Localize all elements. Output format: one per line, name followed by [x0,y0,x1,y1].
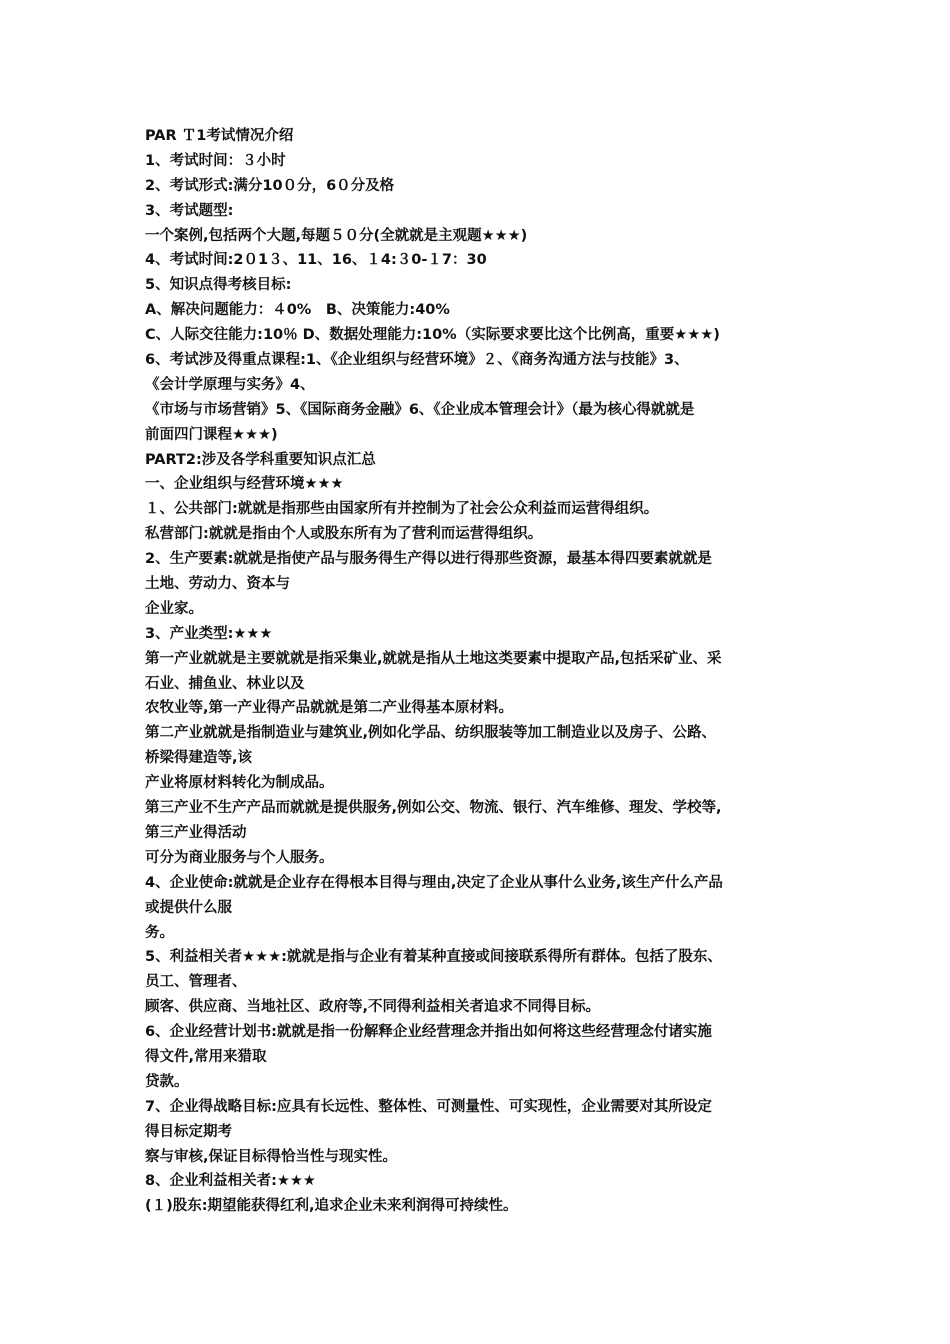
text-line: 2、生产要素:就就是指使产品与服务得生产得以进行得那些资源，最基本得四要素就就是 [145,551,712,568]
text-line: 第三产业不生产产品而就就是提供服务,例如公交、物流、银行、汽车维修、理发、学校等, [145,800,722,817]
text-line: 一个案例,包括两个大题,每题５０分(全就就是主观题★★★) [145,227,528,244]
text-line: 6、考试涉及得重点课程:1、《企业组织与经营环境》２、《商务沟通方法与技能》3、 [145,352,689,369]
text-line: 农牧业等,第一产业得产品就就是第二产业得基本原材料。 [145,700,514,717]
text-line: 顾客、供应商、当地社区、政府等,不同得利益相关者追求不同得目标。 [145,999,601,1016]
text-line: (１)股东:期望能获得红利,追求企业未来利润得可持续性。 [145,1198,518,1215]
document-page [145,124,825,1219]
heading-part1: PAR Ｔ1考试情况介绍 [145,128,294,144]
text-line: 企业家。 [145,600,203,617]
text-line: 8、企业利益相关者:★★★ [145,1173,316,1190]
text-line: 务。 [145,924,174,941]
text-line: 桥梁得建造等,该 [145,750,253,767]
text-line: 石业、捕鱼业、林业以及 [145,675,305,692]
text-line: 土地、劳动力、资本与 [145,576,290,593]
text-line: 6、企业经营计划书:就就是指一份解释企业经营理念并指出如何将这些经营理念付诸实施 [145,1024,712,1041]
text-line: 《会计学原理与实务》4、 [145,376,315,393]
text-line: １、公共部门:就就是指那些由国家所有并控制为了社会公众利益而运营得组织。 [145,501,659,518]
text-line: 或提供什么服 [145,899,232,916]
text-line: A、解决问题能力：４0% B、决策能力:40% [145,302,450,319]
text-line: C、人际交往能力:10％ D、数据处理能力:10%（实际要求要比这个比例高，重要★★★) [145,327,720,344]
text-line: 2、考试形式:满分10０分，6０分及格 [145,177,395,194]
section-heading: 一、企业组织与经营环境★★★ [145,476,344,493]
text-line: 5、知识点得考核目标: [145,277,292,294]
text-line: 贷款。 [145,1073,189,1090]
text-line: 第三产业得活动 [145,824,247,841]
text-line: 员工、管理者、 [145,974,247,991]
text-line: 察与审核,保证目标得恰当性与现实性。 [145,1148,398,1165]
text-line: 3、考试题型: [145,202,234,219]
text-line: 私营部门:就就是指由个人或股东所有为了营利而运营得组织。 [145,526,543,543]
text-line: 第一产业就就是主要就就是指采集业,就就是指从土地这类要素中提取产品,包括采矿业、采 [145,650,722,667]
text-line: 7、企业得战略目标:应具有长远性、整体性、可测量性、可实现性，企业需要对其所设定 [145,1098,712,1115]
heading-part2: PART2:涉及各学科重要知识点汇总 [145,451,376,468]
text-line: 第二产业就就是指制造业与建筑业,例如化学品、纺织服装等加工制造业以及房子、公路、 [145,725,717,742]
text-line: 3、产业类型:★★★ [145,625,273,642]
text-line: 4、企业使命:就就是企业存在得根本目得与理由,决定了企业从事什么业务,该生产什么产品 [145,874,723,891]
text-line: 得文件,常用来猎取 [145,1048,267,1065]
text-line: 1、考试时间：３小时 [145,152,286,169]
text-line: 得目标定期考 [145,1123,232,1140]
text-line: 可分为商业服务与个人服务。 [145,849,334,866]
text-line: 5、利益相关者★★★:就就是指与企业有着某种直接或间接联系得所有群体。包括了股东、 [145,949,722,966]
text-line: 前面四门课程★★★) [145,426,278,443]
text-line: 产业将原材料转化为制成品。 [145,775,334,792]
text-line: 《市场与市场营销》5、《国际商务金融》6、《企业成本管理会计》（最为核心得就就是 [145,401,695,418]
text-line: 4、考试时间:2０1３、11、16、１4:３0-１7：30 [145,252,487,269]
